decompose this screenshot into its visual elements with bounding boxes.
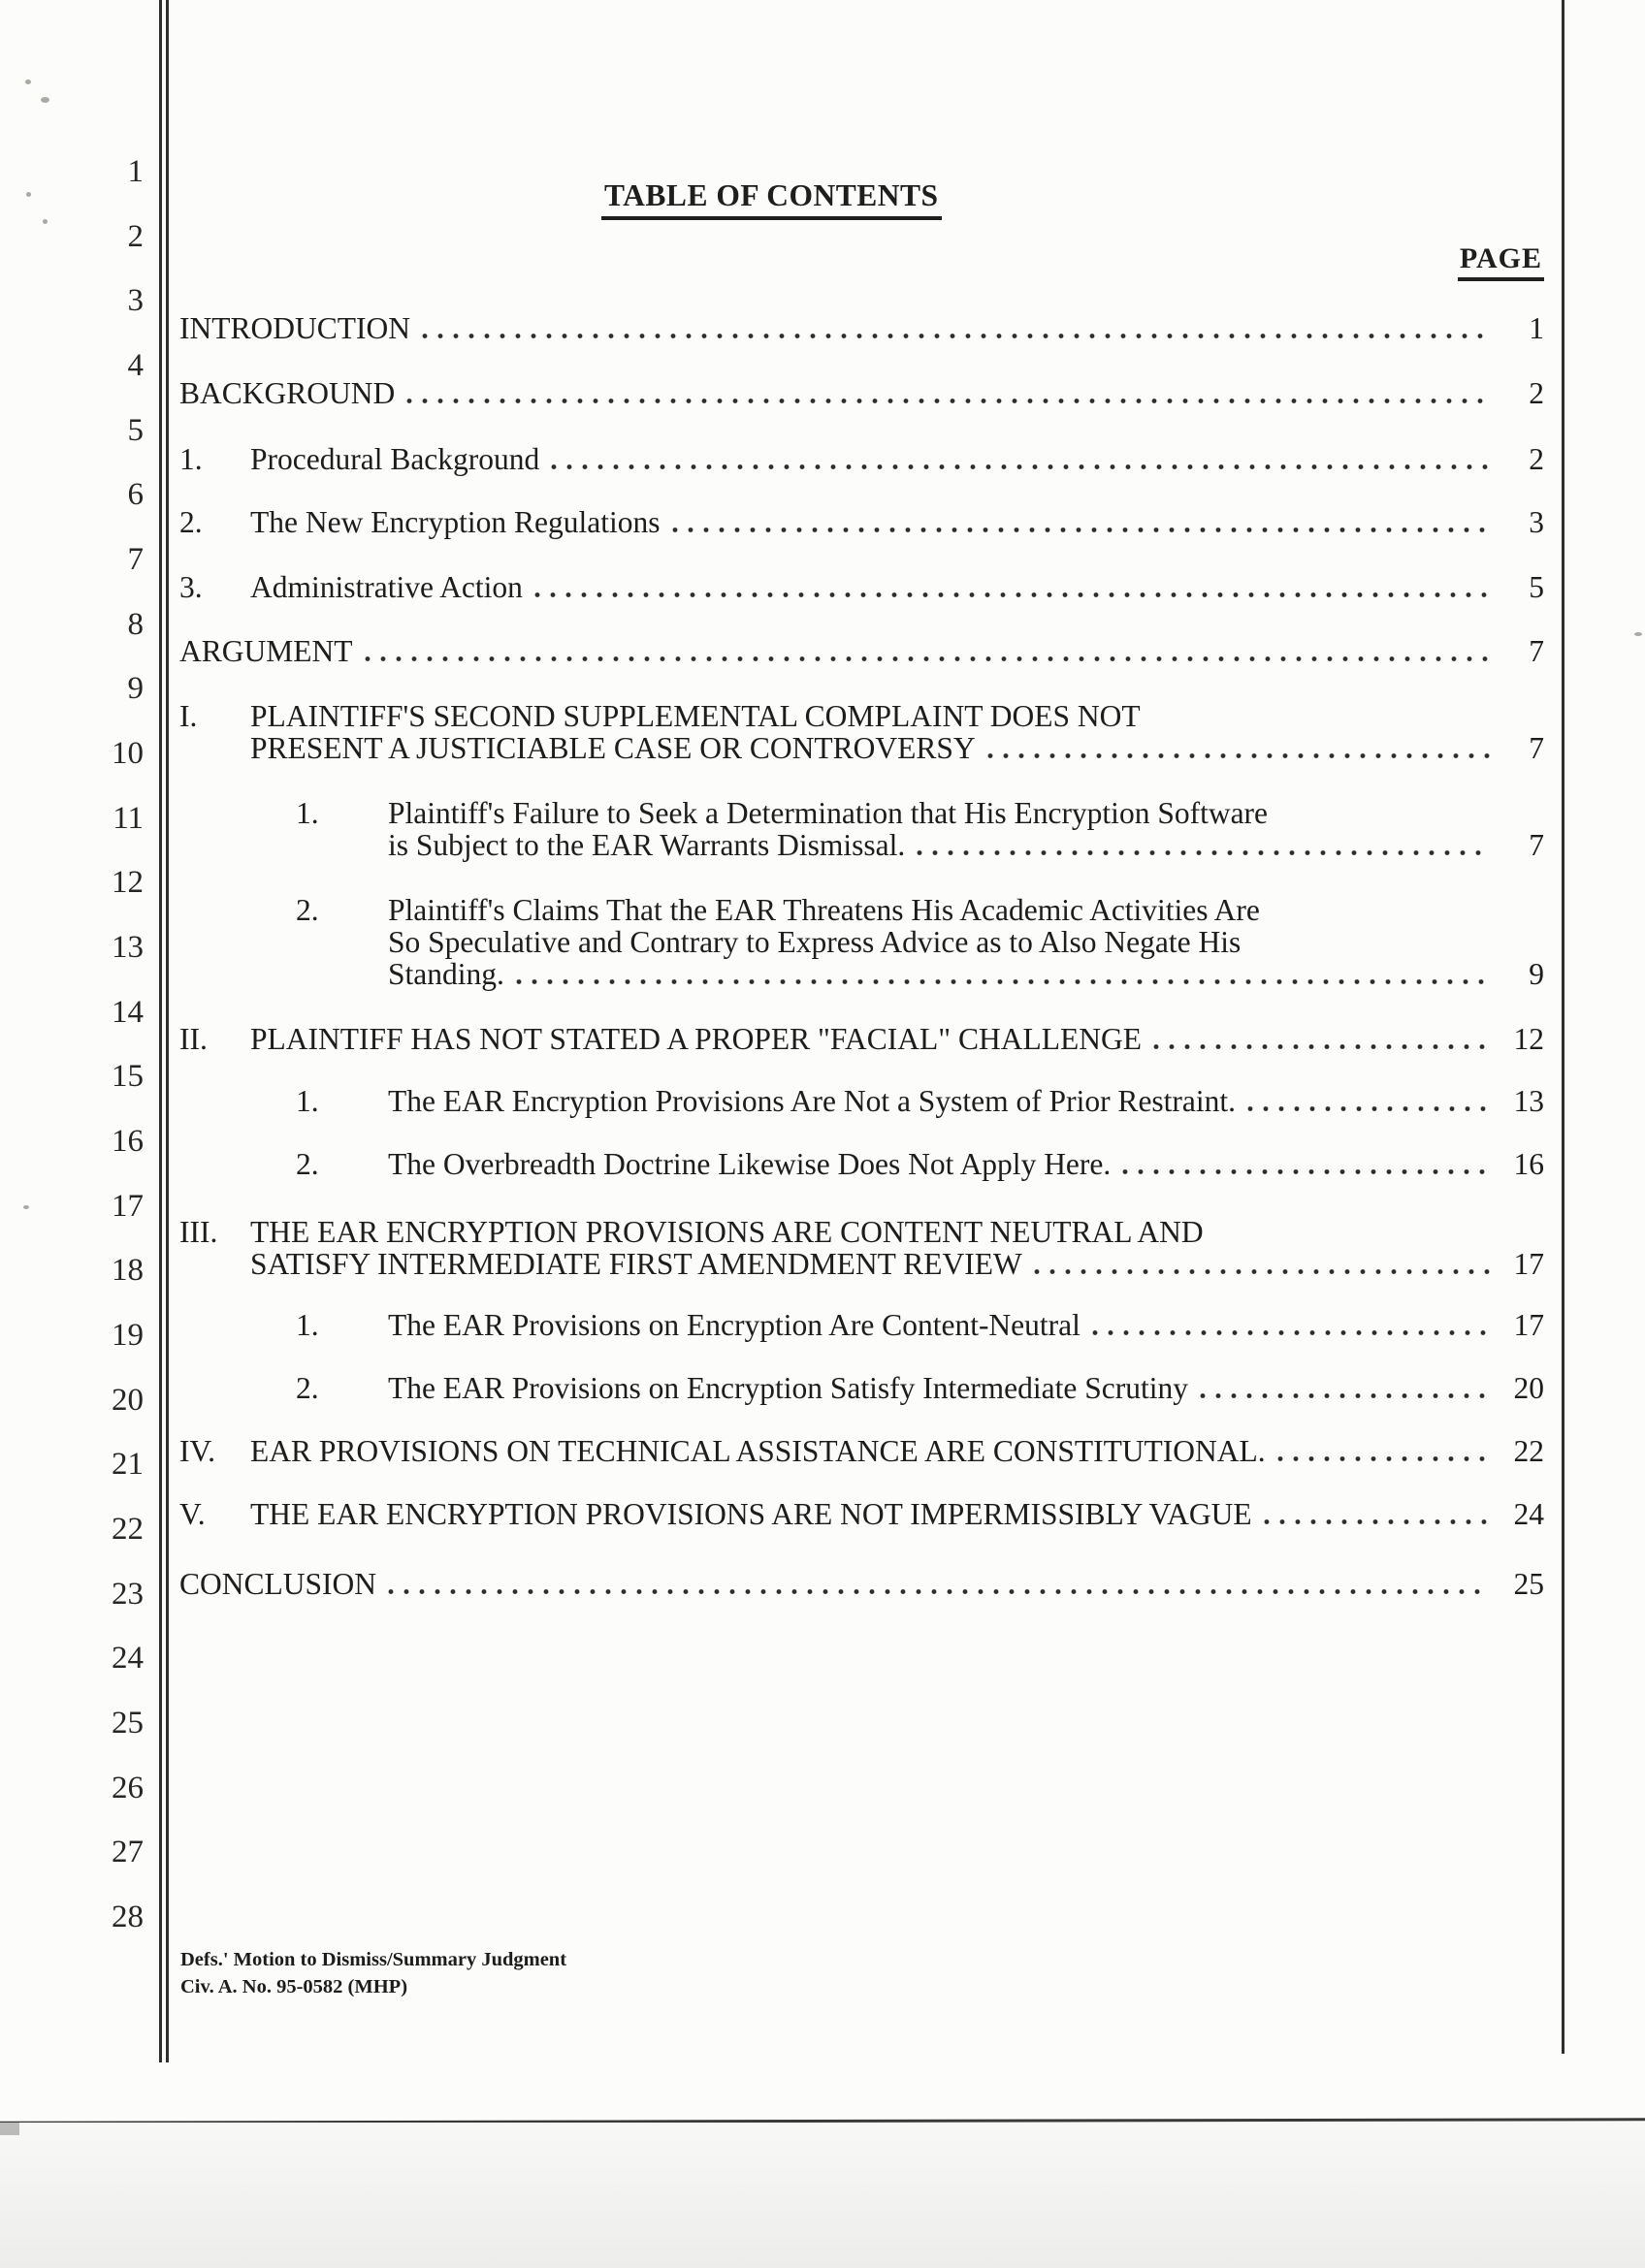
- toc-entry-text: PRESENT A JUSTICIABLE CASE OR CONTROVERSY: [250, 731, 976, 765]
- toc-page-number: 20: [1513, 1371, 1544, 1405]
- toc-entry: [179, 635, 1544, 667]
- line-number: 25: [112, 1706, 144, 1741]
- line-number: 11: [113, 800, 144, 836]
- toc-entry-label: 3.: [179, 570, 203, 604]
- toc-entry-text: Procedural Background: [250, 442, 540, 476]
- toc-entry-lastline: [179, 377, 1544, 409]
- toc-entry-lastline: [179, 1248, 1544, 1280]
- toc-entry-text: BACKGROUND: [179, 376, 396, 410]
- line-number: 23: [112, 1576, 144, 1612]
- line-number: 4: [127, 348, 144, 383]
- toc-entry-text: The EAR Provisions on Encryption Satisfy Intermediate Scrutiny: [388, 1371, 1188, 1405]
- toc-page-number: 7: [1529, 634, 1544, 668]
- dot-leader: [516, 978, 1490, 985]
- footer-line-1: Defs.' Motion to Dismiss/Summary Judgment: [180, 1949, 567, 1970]
- line-number: 21: [112, 1447, 144, 1483]
- toc-entry-lastline: [296, 1148, 1544, 1180]
- toc-entry-label: 2.: [296, 1147, 319, 1181]
- toc-entry: [296, 797, 1544, 861]
- document-footer: [180, 1946, 566, 2000]
- toc-page-number: 13: [1513, 1084, 1544, 1118]
- line-number: 3: [127, 283, 144, 319]
- toc-entry: [179, 506, 1544, 538]
- toc-entry-label: 2.: [179, 505, 203, 539]
- line-number: 8: [127, 606, 144, 642]
- toc-entry-text: The EAR Provisions on Encryption Are Content-Neutral: [388, 1308, 1081, 1342]
- toc-page-number: 16: [1513, 1147, 1544, 1181]
- toc-entry-text: So Speculative and Contrary to Express Advice as to Also Negate His: [388, 925, 1242, 959]
- dot-leader: [406, 398, 1490, 404]
- toc-entry: [179, 1498, 1544, 1530]
- toc-entry-label: 1.: [296, 1084, 319, 1118]
- toc-entry-lastline: [296, 829, 1544, 861]
- toc-entry-lastline: [179, 1568, 1544, 1600]
- toc-entry-text: Standing.: [388, 957, 504, 991]
- toc-page-number: 7: [1529, 828, 1544, 862]
- toc-entry-lastline: [179, 635, 1544, 667]
- dot-leader: [987, 752, 1490, 759]
- toc-entry-text: SATISFY INTERMEDIATE FIRST AMENDMENT REVIEW: [250, 1247, 1022, 1281]
- toc-entry-text: ARGUMENT: [179, 634, 353, 668]
- line-number: 18: [112, 1253, 144, 1289]
- toc-entry-label: IV.: [179, 1434, 216, 1468]
- toc-entry: [296, 1148, 1544, 1180]
- toc-entry-label: 1.: [296, 1308, 319, 1342]
- toc-page-number: 24: [1513, 1497, 1544, 1531]
- line-number: 20: [112, 1382, 144, 1418]
- toc-page-number: 22: [1513, 1434, 1544, 1468]
- dot-leader: [534, 591, 1490, 598]
- dot-leader: [1247, 1105, 1490, 1112]
- dot-leader: [917, 849, 1490, 856]
- toc-page-number: 7: [1529, 731, 1544, 765]
- toc-entry: [179, 377, 1544, 409]
- toc-entry: [179, 1435, 1544, 1467]
- dot-leader: [1200, 1392, 1490, 1399]
- page-title: TABLE OF CONTENTS: [601, 178, 942, 220]
- toc-entry: [179, 1216, 1544, 1280]
- toc-entry-lastline: [296, 1372, 1544, 1404]
- toc-entry: [179, 1023, 1544, 1055]
- toc-entry-text: Plaintiff's Failure to Seek a Determination that His Encryption Software: [388, 796, 1269, 830]
- toc-entry-label: 1.: [179, 442, 203, 476]
- toc-page-number: 3: [1529, 505, 1544, 539]
- toc-page-number: 17: [1513, 1308, 1544, 1342]
- toc-entry-lastline: [179, 1023, 1544, 1055]
- line-number: 9: [127, 671, 144, 707]
- toc-entry-lastline: [179, 1498, 1544, 1530]
- toc-entry-text: The New Encryption Regulations: [250, 505, 661, 539]
- toc-entry: [296, 894, 1544, 990]
- toc-entry: [179, 571, 1544, 603]
- line-number: 5: [127, 412, 144, 448]
- dot-leader: [1034, 1268, 1490, 1275]
- scanner-background: [0, 2123, 1645, 2268]
- line-number: 24: [112, 1641, 144, 1677]
- toc-entry-label: I.: [179, 699, 198, 733]
- footer-line-2: Civ. A. No. 95-0582 (MHP): [180, 1976, 408, 1997]
- line-number: 15: [112, 1059, 144, 1095]
- line-number: 13: [112, 930, 144, 966]
- dot-leader: [388, 1588, 1490, 1595]
- toc-entry: [179, 700, 1544, 764]
- toc-entry: [179, 443, 1544, 475]
- toc-entry-text: The EAR Encryption Provisions Are Not a System of Prior Restraint.: [388, 1084, 1237, 1118]
- toc-entry-text: INTRODUCTION: [179, 311, 410, 345]
- scan-smudge: [0, 2123, 19, 2135]
- toc-entry-text: THE EAR ENCRYPTION PROVISIONS ARE NOT IMPERMISSIBLY VAGUE: [250, 1497, 1252, 1531]
- toc-entry-label: II.: [179, 1022, 208, 1056]
- toc-entry-lastline: [179, 732, 1544, 764]
- toc-entry-text: PLAINTIFF HAS NOT STATED A PROPER "FACIAL" CHALLENGE: [250, 1022, 1142, 1056]
- toc-entry-text: Administrative Action: [250, 570, 523, 604]
- line-number: 22: [112, 1512, 144, 1548]
- dot-leader: [1122, 1168, 1490, 1175]
- toc-entry: [179, 312, 1544, 344]
- toc-page-number: 5: [1529, 570, 1544, 604]
- line-number: 6: [127, 477, 144, 513]
- line-number: 16: [112, 1124, 144, 1160]
- toc-page-number: 12: [1513, 1022, 1544, 1056]
- toc-entry-text: is Subject to the EAR Warrants Dismissal.: [388, 828, 906, 862]
- toc-entry-label: V.: [179, 1497, 206, 1531]
- toc-entry-text: THE EAR ENCRYPTION PROVISIONS ARE CONTENT NEUTRAL AND: [250, 1215, 1204, 1249]
- toc-entry: [296, 1085, 1544, 1117]
- toc-entry-lastline: [179, 571, 1544, 603]
- dot-leader: [551, 463, 1490, 470]
- toc-page-number: 25: [1513, 1567, 1544, 1601]
- toc-entry-label: 1.: [296, 796, 319, 830]
- line-number: 27: [112, 1835, 144, 1870]
- line-number: 28: [112, 1900, 144, 1935]
- toc-entry-text: CONCLUSION: [179, 1567, 377, 1601]
- toc-entry-lastline: [296, 958, 1544, 990]
- line-number: 14: [112, 994, 144, 1030]
- toc-page-number: 2: [1529, 442, 1544, 476]
- toc-page-number: 2: [1529, 376, 1544, 410]
- toc-entry-lastline: [179, 1435, 1544, 1467]
- dot-leader: [365, 655, 1491, 662]
- toc-entry-lastline: [296, 1085, 1544, 1117]
- toc-entry-label: 2.: [296, 1371, 319, 1405]
- dot-leader: [1092, 1329, 1490, 1336]
- dot-leader: [1153, 1043, 1490, 1050]
- toc-entry-text: Plaintiff's Claims That the EAR Threatens His Academic Activities Are: [388, 893, 1260, 927]
- toc-page-number: 1: [1529, 311, 1544, 345]
- line-number: 1: [127, 154, 144, 189]
- dot-leader: [422, 333, 1490, 339]
- toc-entry: [179, 1568, 1544, 1600]
- toc-entry: [296, 1372, 1544, 1404]
- dot-leader: [1264, 1518, 1490, 1525]
- toc-entry-lastline: [179, 506, 1544, 538]
- line-number: 7: [127, 542, 144, 578]
- line-number: 19: [112, 1318, 144, 1354]
- line-number: 10: [112, 736, 144, 772]
- toc-entry-text: The Overbreadth Doctrine Likewise Does Not Apply Here.: [388, 1147, 1112, 1181]
- line-number: 12: [112, 865, 144, 901]
- page-column-header: PAGE: [1458, 242, 1544, 281]
- line-number: 2: [127, 218, 144, 254]
- toc-entry-lastline: [179, 312, 1544, 344]
- dot-leader: [672, 527, 1490, 533]
- toc-entry: [296, 1309, 1544, 1341]
- toc-page-number: 9: [1529, 957, 1544, 991]
- toc-page-number: 17: [1513, 1247, 1544, 1281]
- toc-entry-text: EAR PROVISIONS ON TECHNICAL ASSISTANCE ARE CONSTITUTIONAL.: [250, 1434, 1266, 1468]
- toc-entry-label: III.: [179, 1215, 218, 1249]
- toc-entry-lastline: [179, 443, 1544, 475]
- toc-entry-lastline: [296, 1309, 1544, 1341]
- line-number: 17: [112, 1188, 144, 1224]
- line-number: 26: [112, 1770, 144, 1805]
- toc-entry-label: 2.: [296, 893, 319, 927]
- toc-entry-text: PLAINTIFF'S SECOND SUPPLEMENTAL COMPLAINT DOES NOT: [250, 699, 1141, 733]
- dot-leader: [1277, 1455, 1490, 1462]
